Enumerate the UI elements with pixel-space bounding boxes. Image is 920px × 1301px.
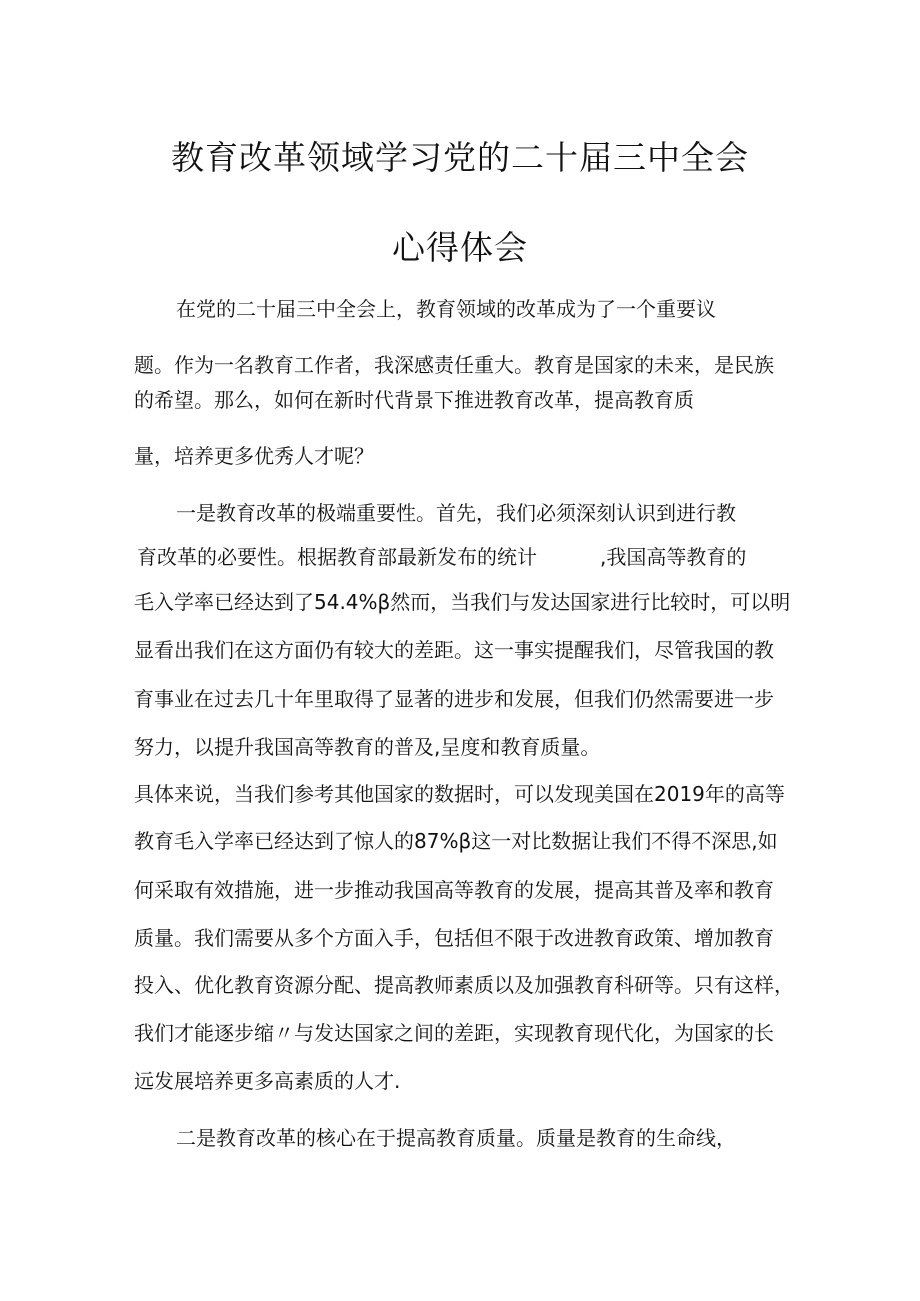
paragraph-2-line-3: 毛入学率已经达到了54.4%β然而，当我们与发达国家进行比较时，可以明 <box>134 590 791 614</box>
paragraph-3-line-1: 具体来说，当我们参考其他国家的数据时，可以发现美国在2019年的高等 <box>134 782 785 806</box>
paragraph-1-line-2: 题。作为一名教育工作者，我深感责任重大。教育是国家的未来，是民族 <box>134 353 774 377</box>
paragraph-1-line-3: 的希望。那么，如何在新时代背景下推进教育改革，提高教育质 <box>134 388 694 412</box>
paragraph-3-line-4: 质量。我们需要从多个方面入手，包括但不限于改进教育政策、增加教育 <box>134 926 774 950</box>
paragraph-2-line-5: 育事业在过去几十年里取得了显著的进步和发展，但我们仍然需要进一步 <box>134 687 774 711</box>
paragraph-3-line-3: 何采取有效措施，进一步推动我国高等教育的发展，提高其普及率和教育 <box>134 878 774 902</box>
paragraph-2-line-2a: 育改革的必要性。根据教育部最新发布的统计 <box>137 545 537 569</box>
paragraph-4-line-1: 二是教育改革的核心在于提高教育质量。质量是教育的生命线， <box>176 1126 736 1150</box>
paragraph-3-line-5: 投入、优化教育资源分配、提高教师素质以及加强教育科研等。只有这样， <box>134 973 794 997</box>
paragraph-1-line-1: 在党的二十届三中全会上，教育领域的改革成为了一个重要议 <box>176 297 716 321</box>
paragraph-3-line-2: 教育毛入学率已经达到了惊人的87%β这一对比数据让我们不得不深思,如 <box>134 829 778 853</box>
document-title-line-1: 教育改革领域学习党的二十届三中全会 <box>171 138 749 177</box>
paragraph-2-line-1: 一是教育改革的极端重要性。首先，我们必须深刻认识到进行教 <box>176 501 736 525</box>
paragraph-3-line-7: 远发展培养更多高素质的人才. <box>134 1069 401 1093</box>
document-title-line-2: 心得体会 <box>392 228 528 267</box>
paragraph-2-line-6: 努力，以提升我国高等教育的普及,呈度和教育质量。 <box>134 735 601 759</box>
paragraph-1-line-4: 量，培养更多优秀人才呢？ <box>134 444 374 468</box>
paragraph-2-line-2b: ,我国高等教育的 <box>600 545 747 569</box>
paragraph-2-line-4: 显看出我们在这方面仍有较大的差距。这一事实提醒我们，尽管我国的教 <box>134 638 774 662</box>
paragraph-3-line-6: 我们才能逐步缩〃与发达国家之间的差距，实现教育现代化，为国家的长 <box>134 1021 774 1045</box>
